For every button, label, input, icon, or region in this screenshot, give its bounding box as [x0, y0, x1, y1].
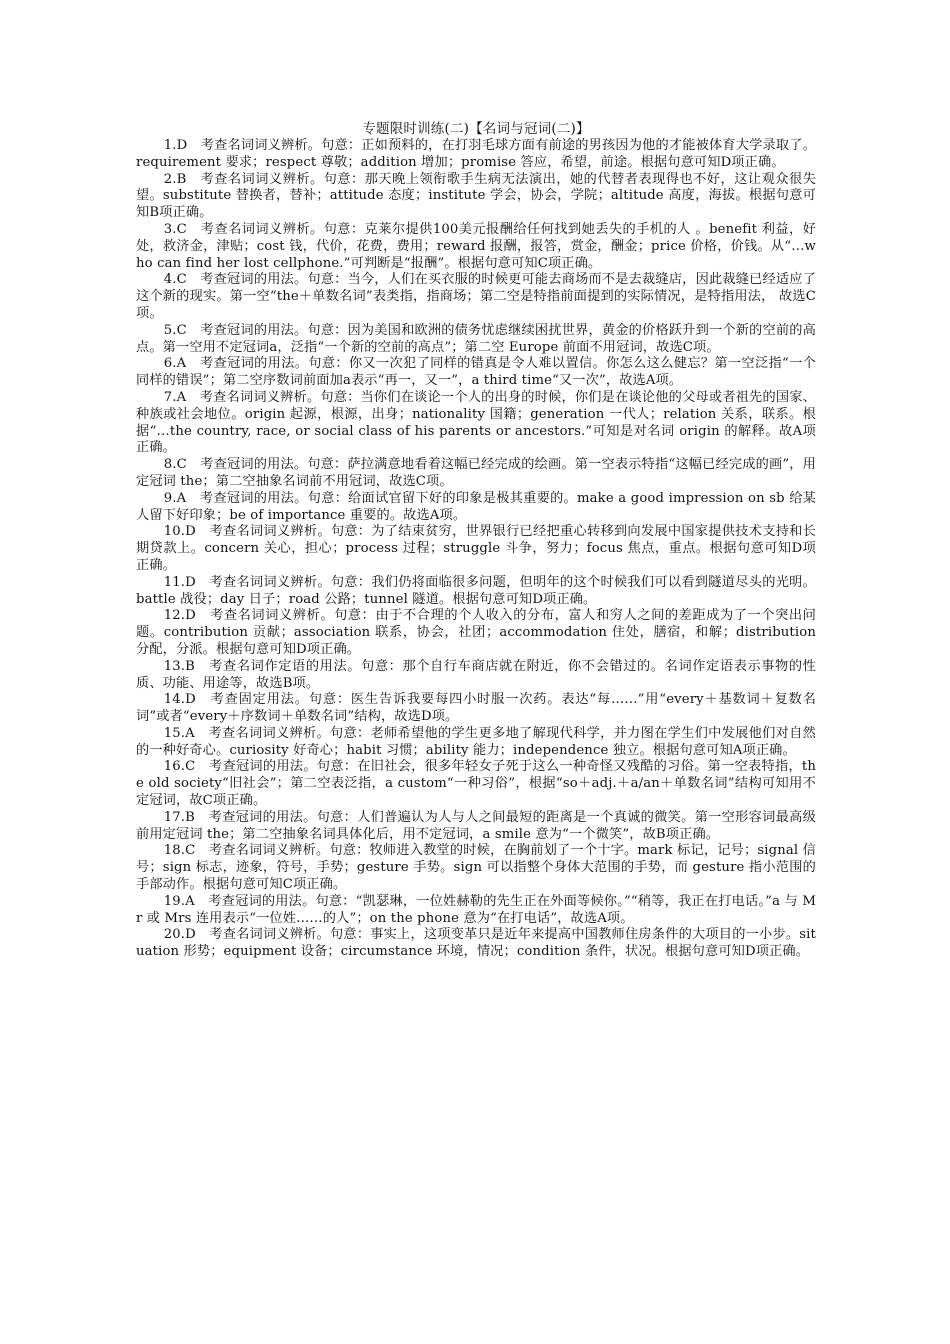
answer-item-16: 16.C 考查冠词的用法。句意：在旧社会，很多年轻女子死于这么一种奇怪又残酷的习俗。第一空表特指，the old society“旧社会”；第二空表泛指，a custom“一种习俗”，根据“so＋adj.＋a/an＋单数名词”结构可知用不定冠词，故C项正确。	[136, 759, 816, 809]
answer-item-13: 13.B 考查名词作定语的用法。句意：那个自行车商店就在附近，你不会错过的。名词作定语表示事物的性质、功能、用途等，故选B项。	[136, 658, 816, 691]
answer-item-15: 15.A 考查名词词义辨析。句意：老师希望他的学生更多地了解现代科学，并力图在学生们中发展他们对自然的一种好奇心。curiosity 好奇心；habit 习惯；ability 能力；independence 独立。根据句意可知A项正确。	[136, 725, 816, 758]
answer-item-10: 10.D 考查名词词义辨析。句意：为了结束贫穷，世界银行已经把重心转移到向发展中国家提供技术支持和长期贷款上。concern 关心，担心；process 过程；struggle 斗争，努力；focus 焦点，重点。根据句意可知D项正确。	[136, 524, 816, 573]
answer-item-19: 19.A 考查冠词的用法。句意：“凯瑟琳，一位姓赫勒的先生正在外面等候你。”“稍等，我正在打电话。”a 与 Mr 或 Mrs 连用表示“一位姓……的人”；on the phone 意为“在打电话”，故选A项。	[136, 893, 816, 926]
answer-item-14: 14.D 考查固定用法。句意：医生告诉我要每四小时服一次药。表达“每……”用“every＋基数词＋复数名词”或者“every＋序数词＋单数名词”结构，故选D项。	[136, 692, 816, 725]
answer-item-1: 1.D 考查名词词义辨析。句意：正如预料的，在打羽毛球方面有前途的男孩因为他的才能被体育大学录取了。requirement 要求；respect 尊敬；addition 增加；promise 答应，希望，前途。根据句意可知D项正确。	[136, 138, 816, 170]
page-title: 专题限时训练(二)【名词与冠词(二)】	[362, 121, 590, 137]
answer-item-12: 12.D 考查名词词义辨析。句意：由于不合理的个人收入的分布，富人和穷人之间的差距成为了一个突出问题。contribution 贡献；association 联系，协会，社团；accommodation 住处，膳宿，和解；distribution 分配，分派。根据句意可知D项正确。	[136, 608, 816, 657]
answer-item-3: 3.C 考查名词词义辨析。句意：克莱尔提供100美元报酬给任何找到她丢失的手机的人 。benefit 利益，好处，救济金，津贴；cost 钱，代价，花费，费用；reward 报酬，报答，赏金，酬金；price 价格，价钱。从“…who can find her lost cellphone.”可判断是“报酬”。根据句意可知C项正确。	[136, 221, 816, 271]
answer-item-5: 5.C 考查冠词的用法。句意：因为美国和欧洲的债务忧虑继续困扰世界，黄金的价格跃升到一个新的空前的高点。第一空用不定冠词a，泛指“一个新的空前的高点”；第二空 Europe 前面不用冠词，故选C项。	[136, 322, 816, 355]
answer-item-4: 4.C 考查冠词的用法。句意：当今，人们在买衣服的时候更可能去商场而不是去裁缝店，因此裁缝已经适应了这个新的现实。第一空“the＋单数名词”表类指，指商场；第二空是特指前面提到的实际情况，是特指用法， 故选C项。	[136, 272, 816, 321]
answer-list	[136, 138, 816, 961]
answer-item-17: 17.B 考查冠词的用法。句意：人们普遍认为人与人之间最短的距离是一个真诚的微笑。第一空形容词最高级前用定冠词 the；第二空抽象名词具体化后，用不定冠词，a smile 意为“一个微笑”，故B项正确。	[136, 809, 816, 842]
answer-item-11: 11.D 考查名词词义辨析。句意：我们仍将面临很多问题，但明年的这个时候我们可以看到隧道尽头的光明。battle 战役；day 日子；road 公路；tunnel 隧道。根据句意可知D项正确。	[136, 574, 816, 607]
answer-item-8: 8.C 考查冠词的用法。句意：萨拉满意地看着这幅已经完成的绘画。第一空表示特指“这幅已经完成的画”，用定冠词 the；第二空抽象名词前不用冠词，故选C项。	[136, 457, 816, 489]
answer-item-9: 9.A 考查冠词的用法。句意：给面试官留下好的印象是极其重要的。make a good impression on sb 给某人留下好印象；be of importance 重要的。故选A项。	[136, 490, 816, 523]
answer-item-6: 6.A 考查冠词的用法。句意：你又一次犯了同样的错真是令人难以置信。你怎么这么健忘？第一空泛指“一个同样的错误”；第二空序数词前面加a表示“再一，又一”，a third time“又一次”，故选A项。	[136, 356, 816, 389]
answer-item-7: 7.A 考查名词词义辨析。句意：当你们在谈论一个人的出身的时候，你们是在谈论他的父母或者祖先的国家、种族或社会地位。origin 起源，根源，出身；nationality 国籍；generation 一代人；relation 关系，联系。根据“…the country, race, or social class of his parents or ancestors.”可知是对名词 origin 的解释。故A项正确。	[136, 389, 816, 456]
answer-item-18: 18.C 考查名词词义辨析。句意：牧师进入教堂的时候，在胸前划了一个十字。mark 标记，记号；signal 信号；sign 标志，迹象，符号，手势；gesture 手势。sign 可以指整个身体大范围的手势，而 gesture 指小范围的手部动作。根据句意可知C项正确。	[136, 843, 816, 893]
answer-item-20: 20.D 考查名词词义辨析。句意：事实上，这项变革只是近年来提高中国教师住房条件的大项目的一小步。situation 形势；equipment 设备；circumstance 环境，情况；condition 条件，状况。根据句意可知D项正确。	[136, 927, 816, 960]
answer-item-2: 2.B 考查名词词义辨析。句意：那天晚上领衔歌手生病无法演出，她的代替者表现得也不好，这让观众很失望。substitute 替换者，替补；attitude 态度；institute 学会，协会，学院；altitude 高度，海拔。根据句意可知B项正确。	[136, 171, 816, 221]
answer-sheet	[136, 121, 816, 961]
